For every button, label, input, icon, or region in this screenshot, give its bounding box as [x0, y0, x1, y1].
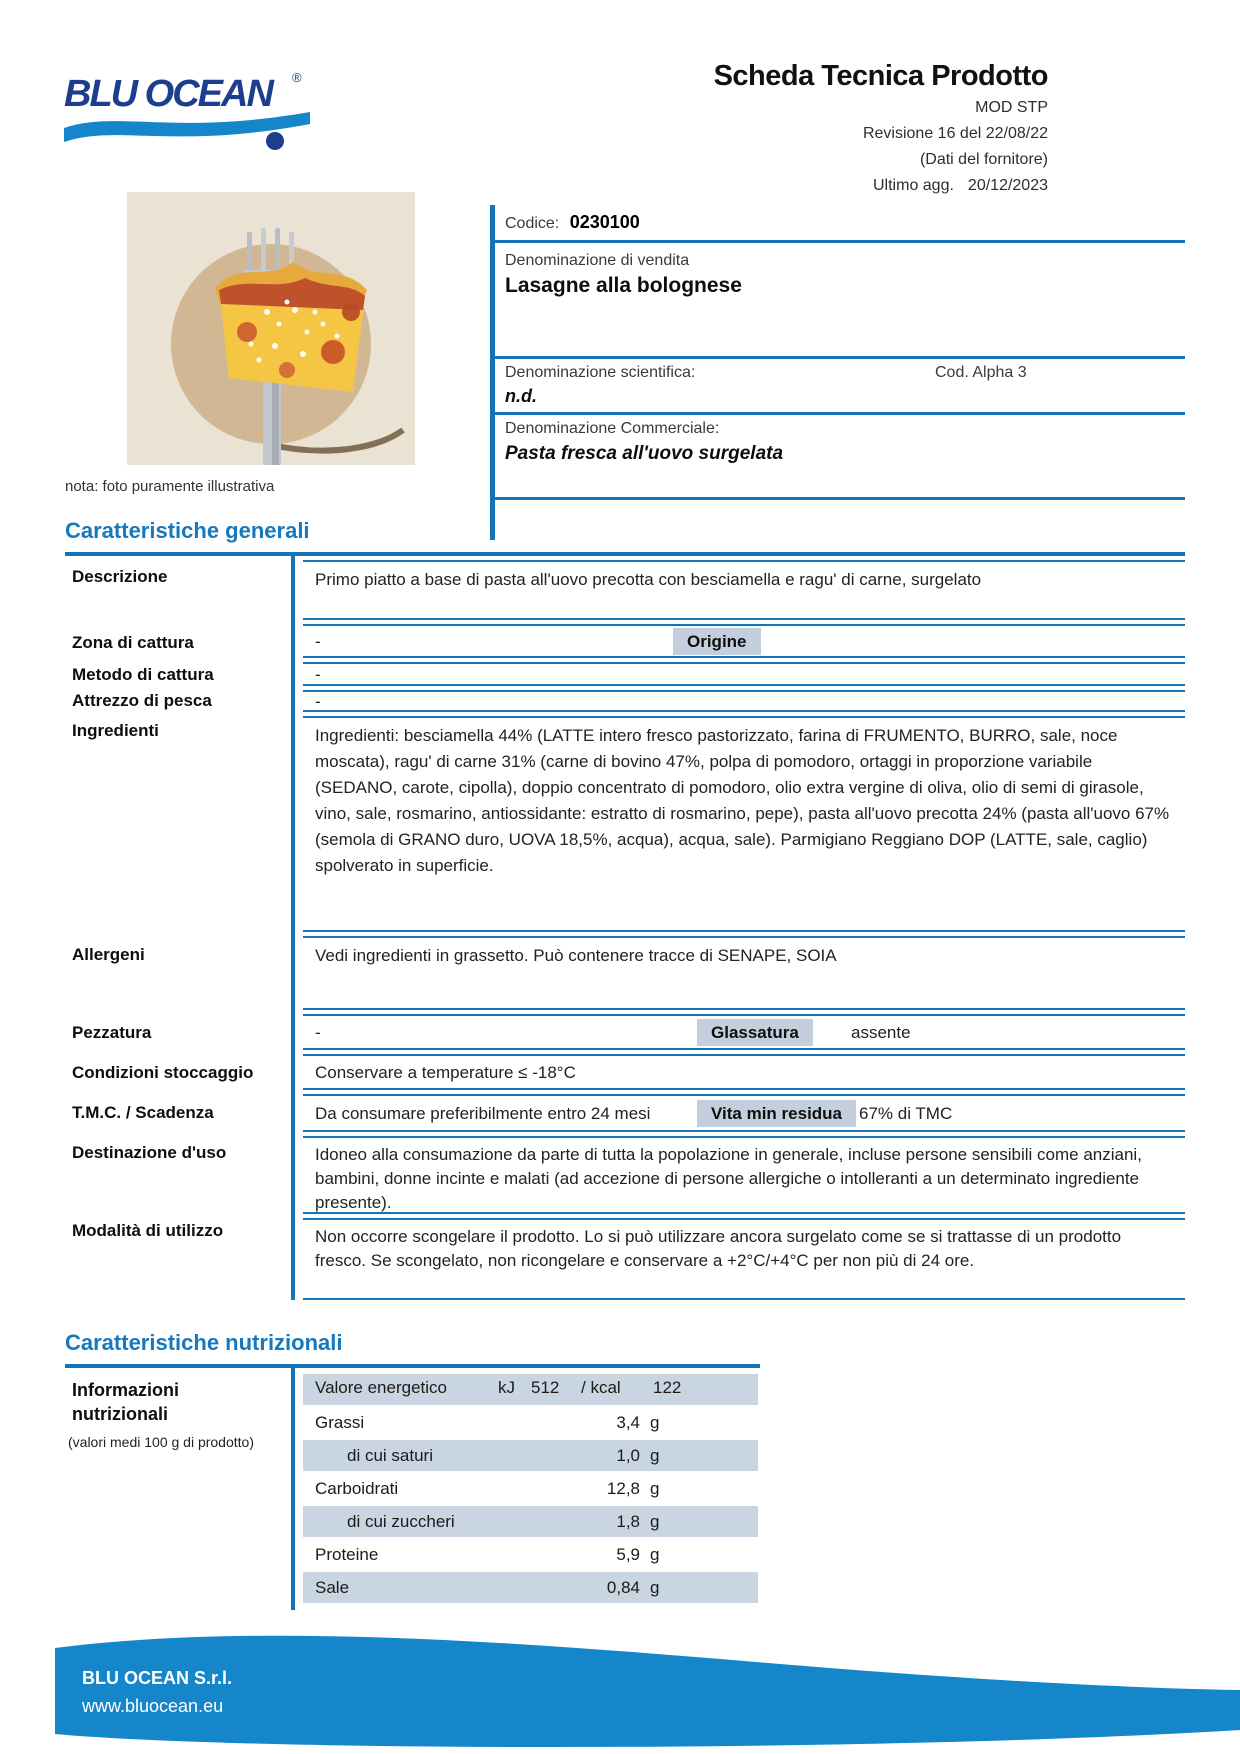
nutrient-value: 1,8: [616, 1511, 640, 1531]
panel-divider-3: [490, 412, 1185, 415]
last-update-date: 20/12/2023: [967, 177, 1048, 194]
footer-wave-shape: [55, 1636, 1240, 1747]
glassatura-badge: Glassatura: [697, 1019, 813, 1046]
energy-kcal-value: 122: [653, 1378, 682, 1397]
panel-divider-1: [490, 240, 1185, 243]
code-label: Codice:: [505, 215, 560, 232]
panel-divider-4: [490, 497, 1185, 500]
vita-min-residua-badge: Vita min residua: [697, 1100, 856, 1127]
mod-label: MOD STP: [975, 99, 1048, 116]
code-row: [505, 212, 640, 233]
cell-pezzatura: [303, 1014, 1185, 1050]
photo-disclaimer: nota: foto puramente illustrativa: [65, 478, 275, 495]
nutrition-row-saturi: [303, 1440, 758, 1471]
panel-divider-2: [490, 356, 1185, 359]
vita-min-residua-value: 67% di TMC: [859, 1103, 953, 1123]
last-update-label: Ultimo agg.: [873, 177, 954, 194]
cell-zona-cattura: [303, 624, 1185, 658]
last-update: [714, 175, 1048, 197]
logo-dot: [266, 132, 284, 150]
nutrient-unit: g: [650, 1412, 660, 1432]
cell-ingredienti: Ingredienti: besciamella 44% (LATTE intero fresco pastorizzato, farina di FRUMENTO, BURRO, sale, noce moscata), ragu' di carne 31% (carne di bovino 47%, polpa di pomodoro, ortaggi in proporzione variabile (SEDANO, carote, cipolla), doppio concentrato di pomodoro, olio extra vergine di oliva, olio di semi di girasole, vino, sale, rosmarino, antiossidante: estratto di rosmarino, pepe), pasta all'uovo precotta 24% (pasta all'uovo 67% (semola di GRANO duro, UOVA 18,5%, acqua), acqua, sale). Parmigiano Reggiano DOP (LATTE, sale, caglio) spolverato in superficie.: [303, 716, 1185, 932]
alpha-code: Cod. Alpha 3: [935, 364, 1027, 381]
energy-kcal-label: / kcal: [581, 1378, 621, 1397]
row-label-allergeni: Allergeni: [72, 945, 145, 964]
row-label-tmc-scadenza: T.M.C. / Scadenza: [72, 1103, 214, 1122]
row-label-modalita-utilizzo: Modalità di utilizzo: [72, 1221, 224, 1240]
cell-metodo-cattura: -: [303, 662, 1185, 686]
nutrient-value: 12,8: [606, 1478, 640, 1498]
row-label-attrezzo-pesca: Attrezzo di pesca: [72, 691, 212, 710]
code-value: 0230100: [569, 212, 640, 232]
nutrient-unit: g: [650, 1478, 660, 1498]
footer-company: BLU OCEAN S.r.l.: [82, 1668, 233, 1688]
general-table-divider: [291, 552, 295, 1300]
energy-kj-label: kJ: [498, 1378, 515, 1397]
tmc-value: Da consumare preferibilmente entro 24 mesi: [315, 1103, 651, 1123]
logo-brand-text: BLU OCEAN: [64, 73, 272, 115]
blu-ocean-logo: [62, 66, 314, 158]
product-photo: [127, 192, 415, 465]
energy-kj-value: 512: [531, 1378, 560, 1397]
nutrient-name: Sale: [315, 1577, 350, 1597]
nutrition-info-note: (valori medi 100 g di prodotto): [68, 1434, 254, 1450]
cell-attrezzo-pesca: -: [303, 690, 1185, 712]
row-label-zona-cattura: Zona di cattura: [72, 633, 194, 652]
pezzatura-value: -: [315, 1022, 321, 1042]
row-label-condizioni-stoccaggio: Condizioni stoccaggio: [72, 1063, 254, 1082]
lasagne-piece: [215, 262, 367, 392]
supplier-note: (Dati del fornitore): [919, 151, 1048, 168]
nutrient-unit: g: [650, 1544, 660, 1564]
origine-badge: Origine: [673, 628, 761, 655]
nutrition-info-title-1: Informazioni: [72, 1380, 179, 1400]
nutrition-row-proteine: [303, 1539, 758, 1570]
row-label-ingredienti: Ingredienti: [72, 721, 159, 740]
scientific-name: n.d.: [505, 386, 537, 406]
nutrient-value: 5,9: [616, 1544, 640, 1564]
nutrient-name: di cui saturi: [347, 1445, 433, 1465]
scientific-name-label: Denominazione scientifica:: [505, 364, 696, 381]
registered-mark: ®: [292, 70, 302, 85]
nutrition-section-heading: Caratteristiche nutrizionali: [65, 1330, 343, 1355]
nutrition-row-sale: [303, 1572, 758, 1603]
nutrition-row-energia: [303, 1374, 758, 1405]
general-table-top-border: [65, 552, 1185, 556]
document-header: [714, 60, 1048, 197]
nutrition-table-top-border: [65, 1364, 760, 1368]
revision-label: Revisione 16 del 22/08/22: [862, 125, 1048, 142]
row-label-metodo-cattura: Metodo di cattura: [72, 665, 214, 684]
footer-website: www.bluocean.eu: [82, 1696, 224, 1716]
panel-left-border: [490, 205, 495, 540]
nutrient-name: Proteine: [315, 1544, 379, 1564]
nutrient-name: Grassi: [315, 1412, 365, 1432]
energy-name: Valore energetico: [315, 1378, 447, 1397]
commercial-name: Pasta fresca all'uovo surgelata: [505, 443, 784, 464]
sale-name-label: Denominazione di vendita: [505, 252, 690, 269]
zona-cattura-value: -: [315, 631, 321, 651]
glassatura-value: assente: [851, 1022, 911, 1042]
nutrient-name: di cui zuccheri: [347, 1511, 455, 1531]
nutrient-value: 0,84: [606, 1577, 640, 1597]
nutrient-value: 1,0: [616, 1445, 640, 1465]
row-label-descrizione: Descrizione: [72, 567, 168, 586]
nutrition-row-carboidrati: [303, 1473, 758, 1504]
nutrition-row-grassi: [303, 1407, 758, 1438]
nutrient-value: 3,4: [616, 1412, 640, 1432]
row-label-pezzatura: Pezzatura: [72, 1023, 152, 1042]
sale-name: Lasagne alla bolognese: [505, 274, 742, 297]
cell-descrizione: Primo piatto a base di pasta all'uovo precotta con besciamella e ragu' di carne, surgelato: [303, 560, 1185, 620]
commercial-name-label: Denominazione Commerciale:: [505, 420, 720, 437]
cell-allergeni: Vedi ingredienti in grassetto. Può contenere tracce di SENAPE, SOIA: [303, 936, 1185, 1010]
nutrient-unit: g: [650, 1511, 660, 1531]
cell-modalita-utilizzo: Non occorre scongelare il prodotto. Lo si può utilizzare ancora surgelato come se si trattasse di un prodotto fresco. Se scongelato, non ricongelare e conservare a +2°C/+4°C per non più di 24 ore.: [303, 1218, 1185, 1300]
page-title: Scheda Tecnica Prodotto: [713, 60, 1048, 92]
cell-tmc-scadenza: [303, 1094, 1185, 1132]
nutrient-name: Carboidrati: [315, 1478, 399, 1498]
row-label-destinazione-uso: Destinazione d'uso: [72, 1143, 227, 1162]
cell-condizioni-stoccaggio: Conservare a temperature ≤ -18°C: [303, 1054, 1185, 1090]
nutrition-row-zuccheri: [303, 1506, 758, 1537]
cell-destinazione-uso: Idoneo alla consumazione da parte di tutta la popolazione in generale, incluse persone sensibili come anziani, bambini, donne incinte e malati (ad accezione di persone allergiche o intolleranti a un determinato ingrediente presente).: [303, 1136, 1185, 1214]
general-section-heading: Caratteristiche generali: [65, 518, 310, 543]
nutrient-unit: g: [650, 1445, 660, 1465]
nutrition-table-divider: [291, 1364, 295, 1610]
nutrition-info-title-2: nutrizionali: [72, 1404, 168, 1424]
nutrient-unit: g: [650, 1577, 660, 1597]
